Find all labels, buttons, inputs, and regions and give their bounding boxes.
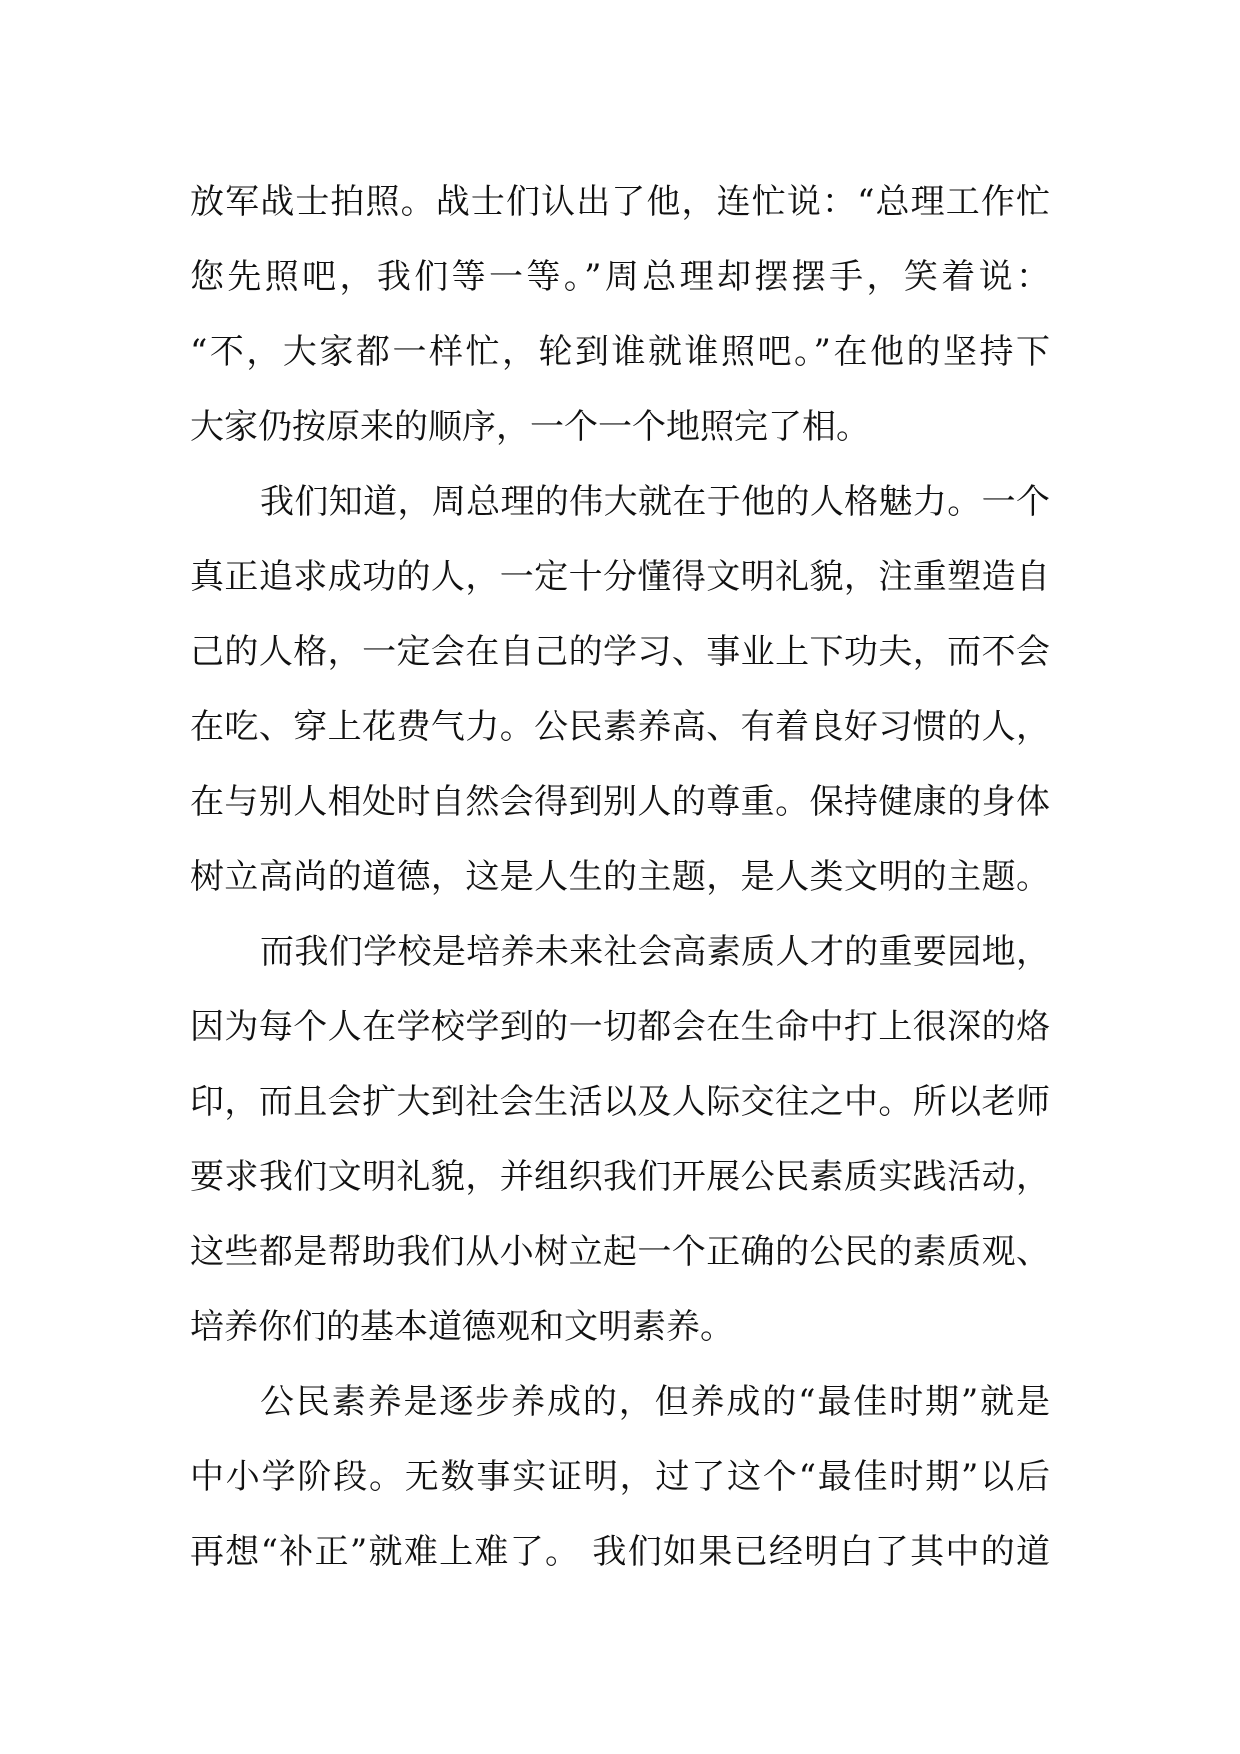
text-line: 己的人格，一定会在自己的学习、事业上下功夫，而不会 <box>190 632 1050 672</box>
text-line: 再想“补正”就难上难了。 我们如果已经明白了其中的道 <box>190 1532 1050 1572</box>
text-line: 在吃、穿上花费气力。公民素养高、有着良好习惯的人， <box>190 707 1050 747</box>
text-line: 印，而且会扩大到社会生活以及人际交往之中。所以老师 <box>190 1082 1050 1122</box>
text-line: 大家仍按原来的顺序，一个一个地照完了相。 <box>190 407 870 447</box>
text-line: 真正追求成功的人，一定十分懂得文明礼貌，注重塑造自 <box>190 557 1050 597</box>
text-line: 树立高尚的道德，这是人生的主题，是人类文明的主题。 <box>190 857 1050 897</box>
text-line: 我们知道，周总理的伟大就在于他的人格魅力。一个 <box>260 482 1050 522</box>
text-line: 因为每个人在学校学到的一切都会在生命中打上很深的烙 <box>190 1007 1050 1047</box>
text-line: 培养你们的基本道德观和文明素养。 <box>190 1307 734 1347</box>
text-line: 而我们学校是培养未来社会高素质人才的重要园地， <box>260 932 1050 972</box>
text-line: “不，大家都一样忙，轮到谁就谁照吧。”在他的坚持下 <box>190 332 1050 372</box>
text-line: 您先照吧，我们等一等。”周总理却摆摆手，笑着说： <box>190 257 1050 297</box>
text-line: 在与别人相处时自然会得到别人的尊重。保持健康的身体 <box>190 782 1050 822</box>
body-text <box>190 165 1050 1590</box>
text-line: 中小学阶段。无数事实证明，过了这个“最佳时期”以后 <box>190 1457 1050 1497</box>
text-line: 这些都是帮助我们从小树立起一个正确的公民的素质观、 <box>190 1232 1050 1272</box>
text-line: 公民素养是逐步养成的，但养成的“最佳时期”就是 <box>260 1382 1050 1422</box>
text-line: 要求我们文明礼貌，并组织我们开展公民素质实践活动， <box>190 1157 1050 1197</box>
text-line: 放军战士拍照。战士们认出了他，连忙说：“总理工作忙 <box>190 182 1050 222</box>
